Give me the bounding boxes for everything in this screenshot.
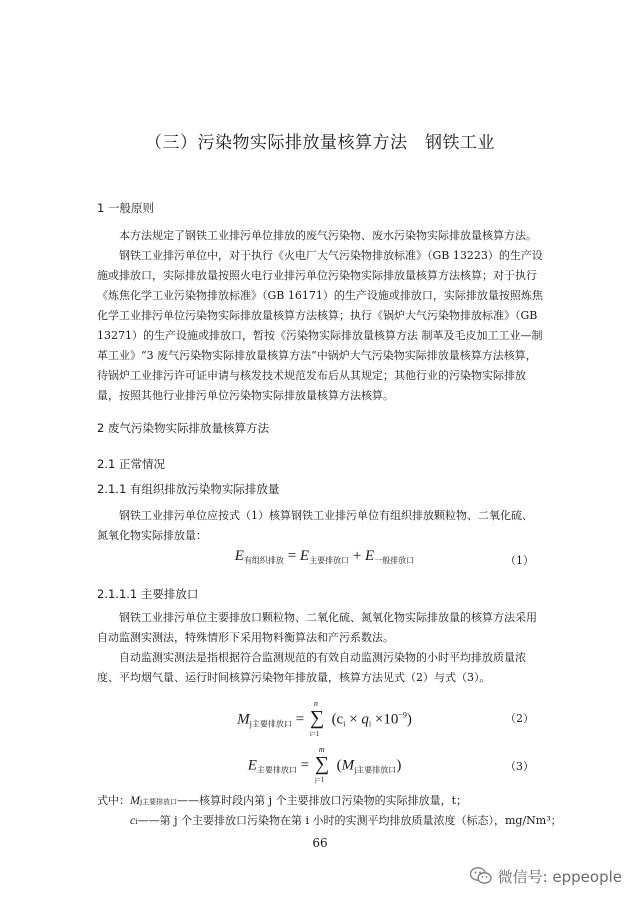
paragraph-line: 量，按照其他行业排污单位污染物实际排放量核算方法核算。 [97, 389, 394, 402]
paragraph-line: 本方法规定了钢铁工业排污单位排放的废气污染物、废水污染物实际排放量核算方法。 [119, 229, 537, 242]
where-clause [97, 790, 567, 830]
subsection-heading: 2.1 正常情况 [97, 457, 165, 471]
section-2-body [97, 506, 552, 546]
equation-2: $M_{j主要排放口}$ = n ∑ i=1 $(c_i \times q_i \times 10^{-9})$ （2） [237, 699, 534, 738]
subsection-heading: 2.1.1 有组织排放污染物实际排放量 [97, 482, 280, 496]
equation-number: （1） [505, 554, 534, 567]
paragraph-line: 待锅炉工业排污许可证申请与核发技术规范发布后从其规定；其他行业的污染物实际排放 [97, 369, 526, 382]
paragraph-line: 自动监测实测法是指根据符合监测规范的有效自动监测污染物的小时平均排放质量浓 [119, 651, 526, 664]
paragraph-line: 氮氧化物实际排放量： [97, 529, 207, 542]
equation-number: （2） [505, 712, 534, 725]
section-2-1-1-1-body [97, 608, 552, 688]
paragraph-line: 施或排放口，实际排放量按照火电行业排污单位污染物实际排放量核算方法核算；对于执行 [97, 269, 537, 282]
watermark [470, 866, 622, 889]
equation-number: （3） [505, 760, 534, 773]
definition-line: ci——第 j 个主要排放口污染物在第 i 小时的实测平均排放质量浓度（标态），mg/Nm³； [130, 813, 562, 827]
equation-3: $E_{主要排放口}$ = m ∑ j=1 $(M_{j主要排放口})$ （3） [247, 745, 534, 784]
section-heading-2: 2 废气污染物实际排放量核算方法 [97, 421, 269, 435]
section-1-body [97, 226, 552, 406]
section-heading-1: 1 一般原则 [97, 201, 154, 215]
definition-line: 式中：Mj主要排放口——核算时段内第 j 个主要排放口污染物的实际排放量，t； [97, 793, 467, 807]
paragraph-line: 13271）的生产设施或排放口，暂按《污染物实际排放量核算方法 制革及毛皮加工工业—制 [97, 329, 543, 342]
summation-symbol: m ∑ j=1 [314, 745, 330, 784]
paragraph-line: 钢铁工业排污单位主要排放口颗粒物、二氧化硫、氮氧化物实际排放量的核算方法采用 [119, 611, 537, 624]
paragraph-line: 度、平均烟气量、运行时间核算污染物年排放量，核算方法见式（2）与式（3）。 [97, 671, 491, 684]
wechat-icon [470, 867, 492, 889]
paragraph-line: 自动监测实测法，特殊情形下采用物料衡算法和产污系数法。 [97, 631, 394, 644]
subsection-heading: 2.1.1.1 主要排放口 [97, 587, 199, 601]
page-title: （三）污染物实际排放量核算方法 钢铁工业 [145, 133, 495, 153]
equation-1: $E_{有组织排放} = E_{主要排放口} + E_{一般排放口}$ （1） [234, 548, 534, 567]
paragraph-line: 钢铁工业排污单位应按式（1）核算钢铁工业排污单位有组织排放颗粒物、二氧化硫、 [119, 509, 533, 522]
paragraph-line: 钢铁工业排污单位中，对于执行《火电厂大气污染物排放标准》（GB 13223）的生产设 [119, 249, 543, 262]
watermark-text: 微信号: eppeople [497, 868, 622, 886]
page-number: 66 [312, 836, 328, 850]
paragraph-line: 《炼焦化学工业污染物排放标准》（GB 16171）的生产设施或排放口，实际排放量按照炼焦 [97, 289, 543, 302]
summation-symbol: n ∑ i=1 [309, 699, 325, 738]
paragraph-line: 化学工业排污单位污染物实际排放量核算方法核算；执行《锅炉大气污染物排放标准》（GB [97, 309, 538, 322]
paragraph-line: 革工业》“3 废气污染物实际排放量核算方法”中锅炉大气污染物实际排放量核算方法核算， [97, 349, 537, 362]
